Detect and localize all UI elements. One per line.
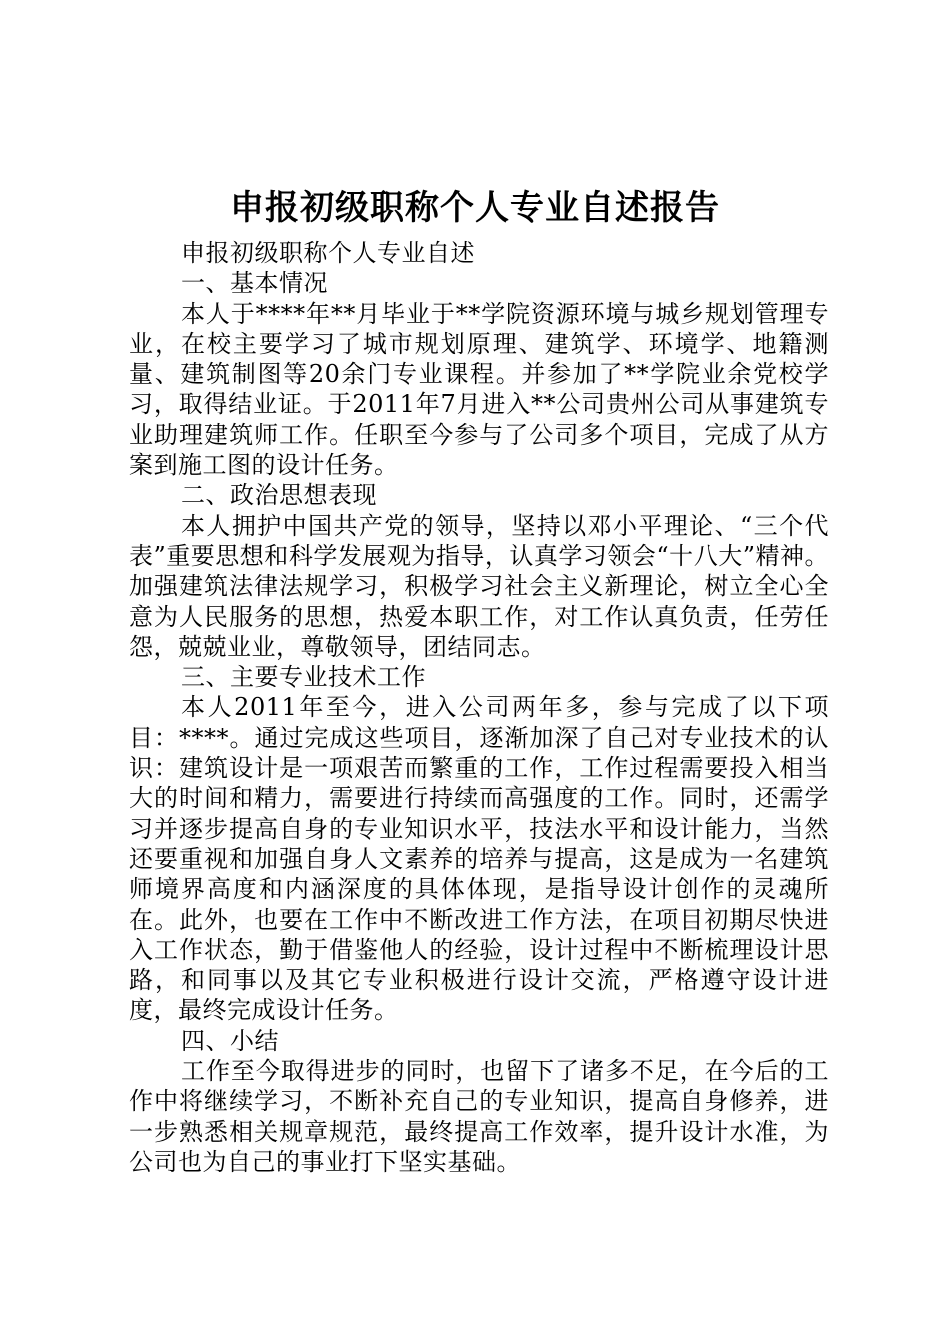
document-title: 申报初级职称个人专业自述报告	[230, 188, 720, 228]
subtitle-paragraph: 申报初级职称个人专业自述	[181, 239, 475, 267]
document-body	[129, 238, 829, 1177]
section-heading-summary: 四、小结	[181, 1026, 279, 1055]
section-heading-political: 二、政治思想表现	[181, 481, 377, 510]
paragraph-technical-work: 本人2011年至今，进入公司两年多，参与完成了以下项目：****。通过完成这些项目，逐渐加深了自己对专业技术的认识：建筑设计是一项艰苦而繁重的工作，工作过程需要投入相当大的时间和精力，需要进行持续而高强度的工作。同时，还需学习并逐步提高自身的专业知识水平，技法水平和设计能力，当然还要重视和加强自身人文素养的培养与提高，这是成为一名建筑师境界高度和内涵深度的具体体现，是指导设计创作的灵魂所在。此外，也要在工作中不断改进工作方法，在项目初期尽快进入工作状态，勤于借鉴他人的经验，设计过程中不断梳理设计思路，和同事以及其它专业积极进行设计交流，严格遵守设计进度，最终完成设计任务。	[129, 693, 829, 1025]
paragraph-summary: 工作至今取得进步的同时，也留下了诸多不足，在今后的工作中将继续学习，不断补充自己的专业知识，提高自身修养，进一步熟悉相关规章规范，最终提高工作效率，提升设计水准，为公司也为自己的事业打下坚实基础。	[129, 1057, 829, 1176]
section-heading-basic-info: 一、基本情况	[181, 269, 328, 298]
paragraph-political: 本人拥护中国共产党的领导，坚持以邓小平理论、“三个代表”重要思想和科学发展观为指导，认真学习领会“十八大”精神。加强建筑法律法规学习，积极学习社会主义新理论，树立全心全意为人民服务的思想，热爱本职工作，对工作认真负责，任劳任怨，兢兢业业，尊敬领导，团结同志。	[129, 511, 829, 661]
section-heading-technical-work: 三、主要专业技术工作	[181, 663, 426, 692]
paragraph-basic-info: 本人于****年**月毕业于**学院资源环境与城乡规划管理专业，在校主要学习了城市规划原理、建筑学、环境学、地籍测量、建筑制图等20余门专业课程。并参加了**学院业余党校学习，取得结业证。于2011年7月进入**公司贵州公司从事建筑专业助理建筑师工作。任职至今参与了公司多个项目，完成了从方案到施工图的设计任务。	[129, 299, 829, 480]
